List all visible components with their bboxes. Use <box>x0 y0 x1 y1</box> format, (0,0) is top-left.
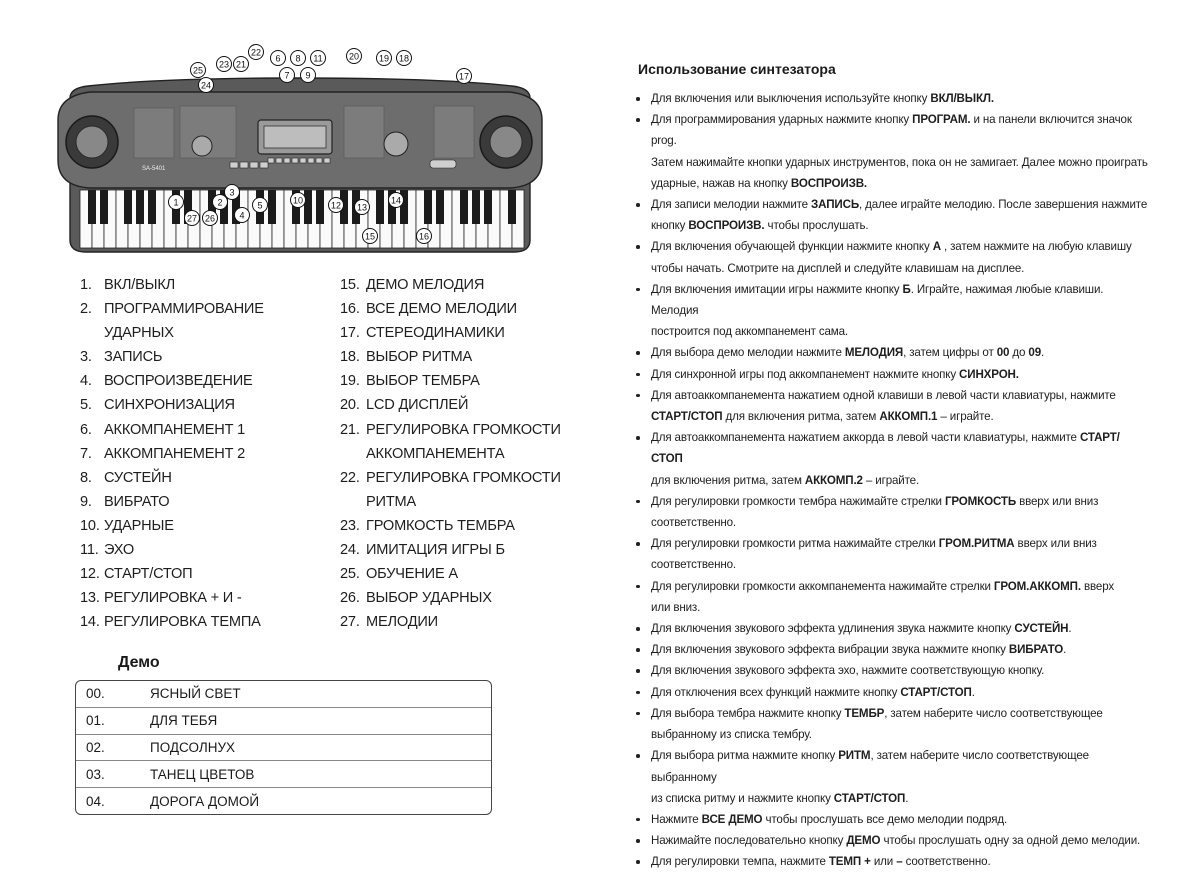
part-number: 25. <box>340 566 360 583</box>
usage-text: Для синхронной игры под аккомпанемент нажмите кнопку <box>651 367 960 381</box>
part-number: 22. <box>340 469 360 486</box>
part-number: 7. <box>80 445 92 462</box>
panel-button <box>250 162 258 168</box>
usage-keyword: СИНХРОН. <box>959 367 1019 381</box>
usage-keyword: ВИБРАТО <box>1008 643 1064 657</box>
usage-bullet <box>630 745 1150 809</box>
usage-text: – играйте. <box>862 473 920 487</box>
usage-text: Для включения звукового эффекта удлинения звука нажмите кнопку <box>651 622 1015 636</box>
part-item <box>340 586 580 610</box>
part-label: ВКЛ/ВЫКЛ <box>104 277 175 293</box>
demo-row <box>76 681 491 707</box>
lcd-screen <box>264 126 326 148</box>
usage-text: Для выбора ритма нажмите кнопку <box>651 749 839 763</box>
usage-text: Для регулировки громкости ритма нажимайте стрелки <box>651 537 939 551</box>
part-item <box>340 297 580 321</box>
usage-text: до <box>1009 346 1029 360</box>
panel-button <box>300 158 306 163</box>
callout-number: 14 <box>390 195 402 206</box>
callout-number: 9 <box>305 70 311 81</box>
usage-bullet <box>630 660 1150 681</box>
usage-keyword: ТЕМП + <box>828 855 871 869</box>
usage-text: Для программирования ударных нажмите кнопку <box>651 113 913 127</box>
usage-bullet <box>630 385 1150 427</box>
usage-text: соответственно. <box>651 516 736 530</box>
black-key <box>100 190 108 224</box>
part-item <box>340 321 580 345</box>
usage-keyword: ГРОМ.АККОМП. <box>993 579 1081 593</box>
part-label: МЕЛОДИИ <box>366 614 438 631</box>
usage-text: или <box>870 855 897 869</box>
part-number <box>340 442 366 466</box>
usage-bullet <box>630 639 1150 660</box>
part-label: СТАРТ/СТОП <box>104 566 193 583</box>
usage-text: . <box>1068 622 1072 636</box>
part-item <box>80 297 320 321</box>
usage-keyword: ВОСПРОИЗВ. <box>688 219 765 233</box>
part-label: АККОМПАНЕМЕНТ 1 <box>104 421 246 438</box>
part-label: РИТМА <box>366 493 417 510</box>
part-number: 19. <box>340 373 360 390</box>
demo-row <box>76 787 491 814</box>
part-number <box>80 321 104 345</box>
usage-text: , затем наберите число соответствующее выбранному <box>651 749 1089 784</box>
callout-number: 13 <box>356 202 368 213</box>
usage-keyword: АККОМП.2 <box>804 473 863 487</box>
black-key <box>148 190 156 224</box>
usage-bullet <box>630 809 1150 830</box>
part-label: СУСТЕЙН <box>104 469 172 486</box>
part-number: 12. <box>80 566 100 583</box>
callout-number: 5 <box>257 200 263 211</box>
usage-text: Для отключения всех функций нажмите кнопку <box>651 685 901 699</box>
part-item <box>80 321 320 345</box>
usage-bullet <box>630 364 1150 385</box>
usage-keyword: СТАРТ/СТОП <box>833 791 906 805</box>
part-label: РЕГУЛИРОВКА ТЕМПА <box>104 614 261 631</box>
part-number: 8. <box>80 469 92 486</box>
demo-name: ДОРОГА ДОМОЙ <box>150 793 260 809</box>
usage-text: вверх <box>1080 579 1115 593</box>
usage-text: вверх или вниз <box>1014 537 1097 551</box>
part-label: ВЫБОР ТЕМБРА <box>366 373 480 390</box>
usage-text: , далее играйте мелодию. После завершения нажмите <box>859 198 1148 212</box>
callout-number: 10 <box>292 195 304 206</box>
part-number: 2. <box>80 301 92 318</box>
part-label: ГРОМКОСТЬ ТЕМБРА <box>366 517 515 534</box>
usage-bullet <box>630 194 1150 236</box>
speaker-right-cone <box>490 126 522 158</box>
callout-number: 21 <box>235 59 247 70</box>
callout-number: 11 <box>313 53 323 64</box>
usage-text: выбранному из списка тембру. <box>651 728 812 742</box>
usage-text: из списка ритму и нажмите кнопку <box>651 791 834 805</box>
part-item <box>80 418 320 442</box>
part-item <box>340 466 580 490</box>
usage-bullet <box>630 109 1150 194</box>
part-item <box>80 273 320 297</box>
usage-text: Для включения имитации игры нажмите кнопку <box>651 282 903 296</box>
dial-left <box>192 136 212 156</box>
part-number: 6. <box>80 421 92 438</box>
usage-text: Для включения звукового эффекта вибрации звука нажмите кнопку <box>651 643 1009 657</box>
usage-text: кнопку <box>651 219 689 233</box>
panel-button <box>230 162 238 168</box>
black-key <box>124 190 132 224</box>
part-number: 13. <box>80 590 100 607</box>
usage-text: для включения ритма, затем <box>722 410 880 424</box>
demo-name: ТАНЕЦ ЦВЕТОВ <box>150 766 255 782</box>
demo-code: 04. <box>86 793 105 809</box>
usage-text: Затем нажимайте кнопки ударных инструментов, пока он не замигает. Далее можно проиграть <box>651 155 1148 169</box>
usage-bullet <box>630 342 1150 363</box>
part-item <box>80 538 320 562</box>
usage-text: чтобы начать. Смотрите на дисплей и следуйте клавишам на дисплее. <box>651 261 1025 275</box>
callout-number: 15 <box>364 231 376 242</box>
usage-bullet <box>630 88 1150 109</box>
parts-list-left <box>80 273 320 634</box>
part-label: АККОМПАНЕМЕНТА <box>366 445 505 462</box>
usage-text: чтобы прослушать все демо мелодии подряд. <box>762 812 1008 826</box>
callout-number: 7 <box>284 70 290 81</box>
usage-bullet <box>630 279 1150 343</box>
part-item <box>80 490 320 514</box>
demo-row <box>76 734 491 761</box>
usage-bullet <box>630 576 1150 618</box>
usage-text: Для автоаккомпанемента нажатием одной клавиши в левой части клавиатуры, нажмите <box>651 388 1116 402</box>
part-label: СИНХРОНИЗАЦИЯ <box>104 397 235 414</box>
callout-number: 17 <box>458 71 470 82</box>
part-label: УДАРНЫХ <box>104 325 174 342</box>
callout-number: 23 <box>218 59 230 70</box>
part-label: ПРОГРАММИРОВАНИЕ <box>104 301 264 318</box>
part-label: ЭХО <box>104 542 134 559</box>
black-key <box>484 190 492 224</box>
usage-keyword: ТЕМБР <box>844 706 885 720</box>
usage-text: Нажмите <box>651 812 702 826</box>
callout-number: 25 <box>192 65 204 76</box>
usage-keyword: СТАРТ/СТОП <box>900 685 972 699</box>
part-number: 23. <box>340 517 360 534</box>
usage-keyword: РИТМ <box>838 749 871 763</box>
usage-instructions <box>630 88 1150 873</box>
part-label: ИМИТАЦИЯ ИГРЫ Б <box>366 542 505 559</box>
usage-bullet <box>630 851 1150 872</box>
callout-number: 12 <box>330 200 342 211</box>
usage-bullet <box>630 703 1150 745</box>
black-key <box>268 190 276 224</box>
part-number: 14. <box>80 614 100 631</box>
usage-text: Для записи мелодии нажмите <box>651 198 812 212</box>
demo-code: 01. <box>86 713 105 729</box>
callout-number: 1 <box>173 197 179 208</box>
demo-name: ДЛЯ ТЕБЯ <box>150 713 218 729</box>
part-item <box>80 514 320 538</box>
part-number: 4. <box>80 373 92 390</box>
usage-bullet <box>630 427 1150 491</box>
part-number: 26. <box>340 590 360 607</box>
callout-number: 27 <box>186 213 198 224</box>
part-item <box>340 490 580 514</box>
part-number: 20. <box>340 397 360 414</box>
black-key <box>304 190 312 224</box>
callout-number: 20 <box>348 51 360 62</box>
panel-button <box>276 158 282 163</box>
black-key <box>376 190 384 224</box>
panel-button <box>308 158 314 163</box>
part-item <box>80 393 320 417</box>
usage-text: Для включения обучающей функции нажмите кнопку <box>651 240 933 254</box>
usage-text: ударные, нажав на кнопку <box>651 176 791 190</box>
part-item <box>80 442 320 466</box>
black-key <box>508 190 516 224</box>
right-page <box>600 0 1200 869</box>
usage-keyword: МЕЛОДИЯ <box>844 346 904 360</box>
part-item <box>340 393 580 417</box>
part-item <box>80 610 320 634</box>
usage-keyword: СУСТЕЙН <box>1014 622 1069 636</box>
part-item <box>340 418 580 442</box>
part-item <box>340 538 580 562</box>
usage-text: соответственно. <box>651 558 736 572</box>
usage-bullet <box>630 682 1150 703</box>
part-item <box>80 466 320 490</box>
callout-number: 4 <box>239 210 245 221</box>
usage-text: для включения ритма, затем <box>651 473 805 487</box>
part-label: ВОСПРОИЗВЕДЕНИЕ <box>104 373 253 390</box>
usage-text: – играйте. <box>937 410 994 424</box>
usage-text: Нажимайте последовательно кнопку <box>651 834 847 848</box>
part-label: УДАРНЫЕ <box>104 517 174 534</box>
demo-row <box>76 760 491 787</box>
part-label: СТЕРЕОДИНАМИКИ <box>366 325 505 342</box>
usage-text: . <box>905 791 909 805</box>
part-item <box>340 345 580 369</box>
panel-label-block <box>134 108 174 158</box>
part-label: ДЕМО МЕЛОДИЯ <box>366 277 485 293</box>
part-number: 17. <box>340 325 360 342</box>
part-item <box>80 369 320 393</box>
usage-text: , затем наберите число соответствующее <box>884 706 1103 720</box>
part-label: ВЫБОР УДАРНЫХ <box>366 590 492 607</box>
callout-number: 19 <box>378 53 390 64</box>
black-key <box>136 190 144 224</box>
usage-bullet <box>630 533 1150 575</box>
usage-text: . <box>1041 346 1045 360</box>
usage-bullet <box>630 236 1150 278</box>
part-label: РЕГУЛИРОВКА + И - <box>104 590 242 607</box>
black-key <box>472 190 480 224</box>
part-item <box>340 442 580 466</box>
part-number: 16. <box>340 301 360 318</box>
part-number: 3. <box>80 349 92 366</box>
usage-text: , затем цифры от <box>903 346 997 360</box>
usage-keyword: 00 <box>996 346 1010 360</box>
usage-text: и на панели включится значок prog. <box>651 113 1132 148</box>
usage-keyword: 09 <box>1028 346 1041 360</box>
part-item <box>80 345 320 369</box>
part-number: 21. <box>340 421 360 438</box>
callout-number: 22 <box>250 47 262 58</box>
callout-number: 24 <box>200 80 212 91</box>
black-key <box>88 190 96 224</box>
part-label: LCD ДИСПЛЕЙ <box>366 397 469 414</box>
part-label: РЕГУЛИРОВКА ГРОМКОСТИ <box>366 421 561 438</box>
part-number: 5. <box>80 397 92 414</box>
part-number: 11. <box>80 542 99 559</box>
panel-button <box>316 158 322 163</box>
part-number <box>340 490 366 514</box>
part-label: ВИБРАТО <box>104 493 170 510</box>
speaker-left-cone <box>76 126 108 158</box>
part-number: 18. <box>340 349 360 366</box>
demo-row <box>76 707 491 734</box>
usage-text: Для автоаккомпанемента нажатием аккорда в левой части клавиатуры, нажмите <box>651 431 1080 445</box>
panel-button <box>268 158 274 163</box>
panel-button <box>284 158 290 163</box>
usage-text: Для включения звукового эффекта эхо, нажмите соответствующую кнопку. <box>651 664 1045 678</box>
demo-name: ЯСНЫЙ СВЕТ <box>150 686 241 702</box>
usage-keyword: АККОМП.1 <box>879 410 938 424</box>
usage-text: . <box>971 685 975 699</box>
usage-keyword: А <box>932 240 941 254</box>
part-item <box>340 610 580 634</box>
usage-text: соответственно. <box>902 855 991 869</box>
part-item <box>80 586 320 610</box>
part-label: РЕГУЛИРОВКА ГРОМКОСТИ <box>366 469 561 486</box>
callout-number: 26 <box>204 213 216 224</box>
usage-text: Для регулировки темпа, нажмите <box>651 855 829 869</box>
keyboard-illustration <box>40 40 560 255</box>
demo-code: 03. <box>86 766 105 782</box>
usage-text: . Играйте, нажимая любые клавиши. Мелодия <box>651 282 1104 318</box>
demo-code: 02. <box>86 739 105 755</box>
black-key <box>316 190 324 224</box>
usage-text: Для выбора тембра нажмите кнопку <box>651 706 845 720</box>
part-item <box>80 562 320 586</box>
demo-title: Демо <box>118 654 160 671</box>
panel-button <box>430 160 456 168</box>
demo-name: ПОДСОЛНУХ <box>150 739 236 755</box>
demo-table <box>75 680 492 815</box>
usage-keyword: ПРОГРАМ. <box>912 113 971 127</box>
panel-button <box>292 158 298 163</box>
usage-keyword: ДЕМО <box>846 834 881 848</box>
usage-text: построится под аккомпанемент сама. <box>651 325 848 339</box>
part-label: ЗАПИСЬ <box>104 349 163 366</box>
usage-text: чтобы прослушать. <box>764 219 869 233</box>
usage-keyword: ВСЕ ДЕМО <box>701 812 763 826</box>
usage-keyword: ГРОМ.РИТМА <box>938 537 1015 551</box>
usage-keyword: ЗАПИСЬ <box>811 198 860 212</box>
usage-text: Для регулировки громкости тембра нажимайте стрелки <box>651 494 945 508</box>
parts-list-right <box>340 273 580 634</box>
part-label: ВСЕ ДЕМО МЕЛОДИИ <box>366 301 517 318</box>
part-number: 9. <box>80 493 92 510</box>
usage-text: . <box>1063 643 1067 657</box>
part-item <box>340 562 580 586</box>
callout-number: 3 <box>229 187 235 198</box>
part-item <box>340 273 580 297</box>
panel-button <box>260 162 268 168</box>
part-item <box>340 369 580 393</box>
panel-button <box>324 158 330 163</box>
part-label: ОБУЧЕНИЕ А <box>366 566 458 583</box>
usage-keyword: СТАРТ/СТОП <box>651 431 1120 466</box>
usage-keyword: – <box>896 855 903 869</box>
part-label: ВЫБОР РИТМА <box>366 349 473 366</box>
callout-number: 18 <box>398 53 410 64</box>
left-page <box>0 0 600 848</box>
demo-code: 00. <box>86 686 105 702</box>
usage-text: Для регулировки громкости аккомпанемента нажимайте стрелки <box>651 579 994 593</box>
part-number: 1. <box>80 277 92 293</box>
black-key <box>436 190 444 224</box>
usage-title: Использование синтезатора <box>638 61 836 77</box>
usage-text: , затем нажмите на любую клавишу <box>940 240 1132 254</box>
usage-bullet <box>630 830 1150 851</box>
usage-keyword: ВОСПРОИЗВ. <box>790 176 867 190</box>
part-item <box>340 514 580 538</box>
callout-number: 2 <box>217 197 223 208</box>
part-number: 24. <box>340 542 360 559</box>
usage-keyword: ВКЛ/ВЫКЛ. <box>930 92 994 105</box>
usage-keyword: СТАРТ/СТОП <box>651 410 723 424</box>
usage-text: Для включения или выключения используйте кнопку <box>651 92 931 105</box>
panel-label-block <box>344 106 384 158</box>
callout-number: 6 <box>275 53 281 64</box>
usage-keyword: ГРОМКОСТЬ <box>944 494 1017 508</box>
part-label: АККОМПАНЕМЕНТ 2 <box>104 445 246 462</box>
usage-text: чтобы прослушать одну за одной демо мелодии. <box>880 834 1141 848</box>
panel-label-block <box>434 106 474 158</box>
callout-number: 16 <box>418 231 430 242</box>
part-number: 15. <box>340 277 360 293</box>
black-key <box>424 190 432 224</box>
usage-text: вверх или вниз <box>1016 494 1099 508</box>
part-number: 10. <box>80 517 100 534</box>
callout-number: 8 <box>295 53 301 64</box>
usage-bullet <box>630 618 1150 639</box>
panel-button <box>240 162 248 168</box>
usage-text: или вниз. <box>651 600 701 614</box>
dial-right <box>384 132 408 156</box>
usage-keyword: Б <box>902 282 911 296</box>
black-key <box>460 190 468 224</box>
model-label: SA-5401 <box>142 166 166 172</box>
usage-text: Для выбора демо мелодии нажмите <box>651 346 845 360</box>
part-number: 27. <box>340 614 360 631</box>
usage-bullet <box>630 491 1150 533</box>
